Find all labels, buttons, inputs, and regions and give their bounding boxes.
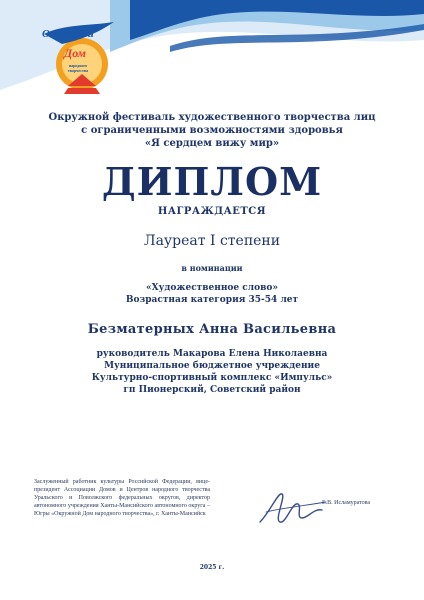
awarded-label: НАГРАЖДАЕТСЯ — [157, 206, 267, 217]
info-line-1: руководитель Макарова Елена Николаевна — [96, 349, 328, 359]
logo-text-line2: Дом — [64, 46, 86, 60]
nomination-name: «Художественное слово» — [146, 283, 278, 293]
festival-title — [0, 111, 424, 150]
festival-line-3: «Я сердцем вижу мир» — [144, 138, 280, 149]
info-line-4: гп Пионерский, Советский район — [123, 385, 301, 395]
signer-name: Е.В. Исламуратова — [322, 500, 371, 506]
festival-line-2: с ограниченными возможностями здоровья — [81, 125, 343, 136]
logo-text-line1: Окружной — [42, 28, 94, 40]
signer-bio: Заслуженный работник культуры Российской Федерации, вице-президент Ассоциации Домов и Центров народного творчества Уральского и Поволжского федеральных округов, директор автономного учреждения Ханты-Мансийского автономного округа – Югры «Окружной Дом народного творчества», г. Ханты-Мансийск — [34, 479, 210, 517]
nomination-block — [0, 282, 424, 306]
nomination-label: в номинации — [181, 263, 243, 273]
year: 2025 г. — [199, 564, 225, 571]
info-line-2: Муниципальное бюджетное учреждение — [104, 361, 320, 371]
recipient-info — [0, 348, 424, 396]
diploma-title: ДИПЛОМ — [101, 159, 323, 204]
logo-text-line3: народного творчества — [67, 63, 89, 73]
laureate-degree: Лауреат I степени — [143, 233, 281, 249]
festival-line-1: Окружной фестиваль художественного творчества лиц — [48, 112, 376, 123]
info-line-3: Культурно-спортивный комплекс «Импульс» — [91, 373, 333, 383]
age-category: Возрастная категория 35-54 лет — [125, 295, 299, 305]
recipient-name: Безматерных Анна Васильевна — [87, 322, 337, 337]
signature-icon — [252, 482, 332, 532]
